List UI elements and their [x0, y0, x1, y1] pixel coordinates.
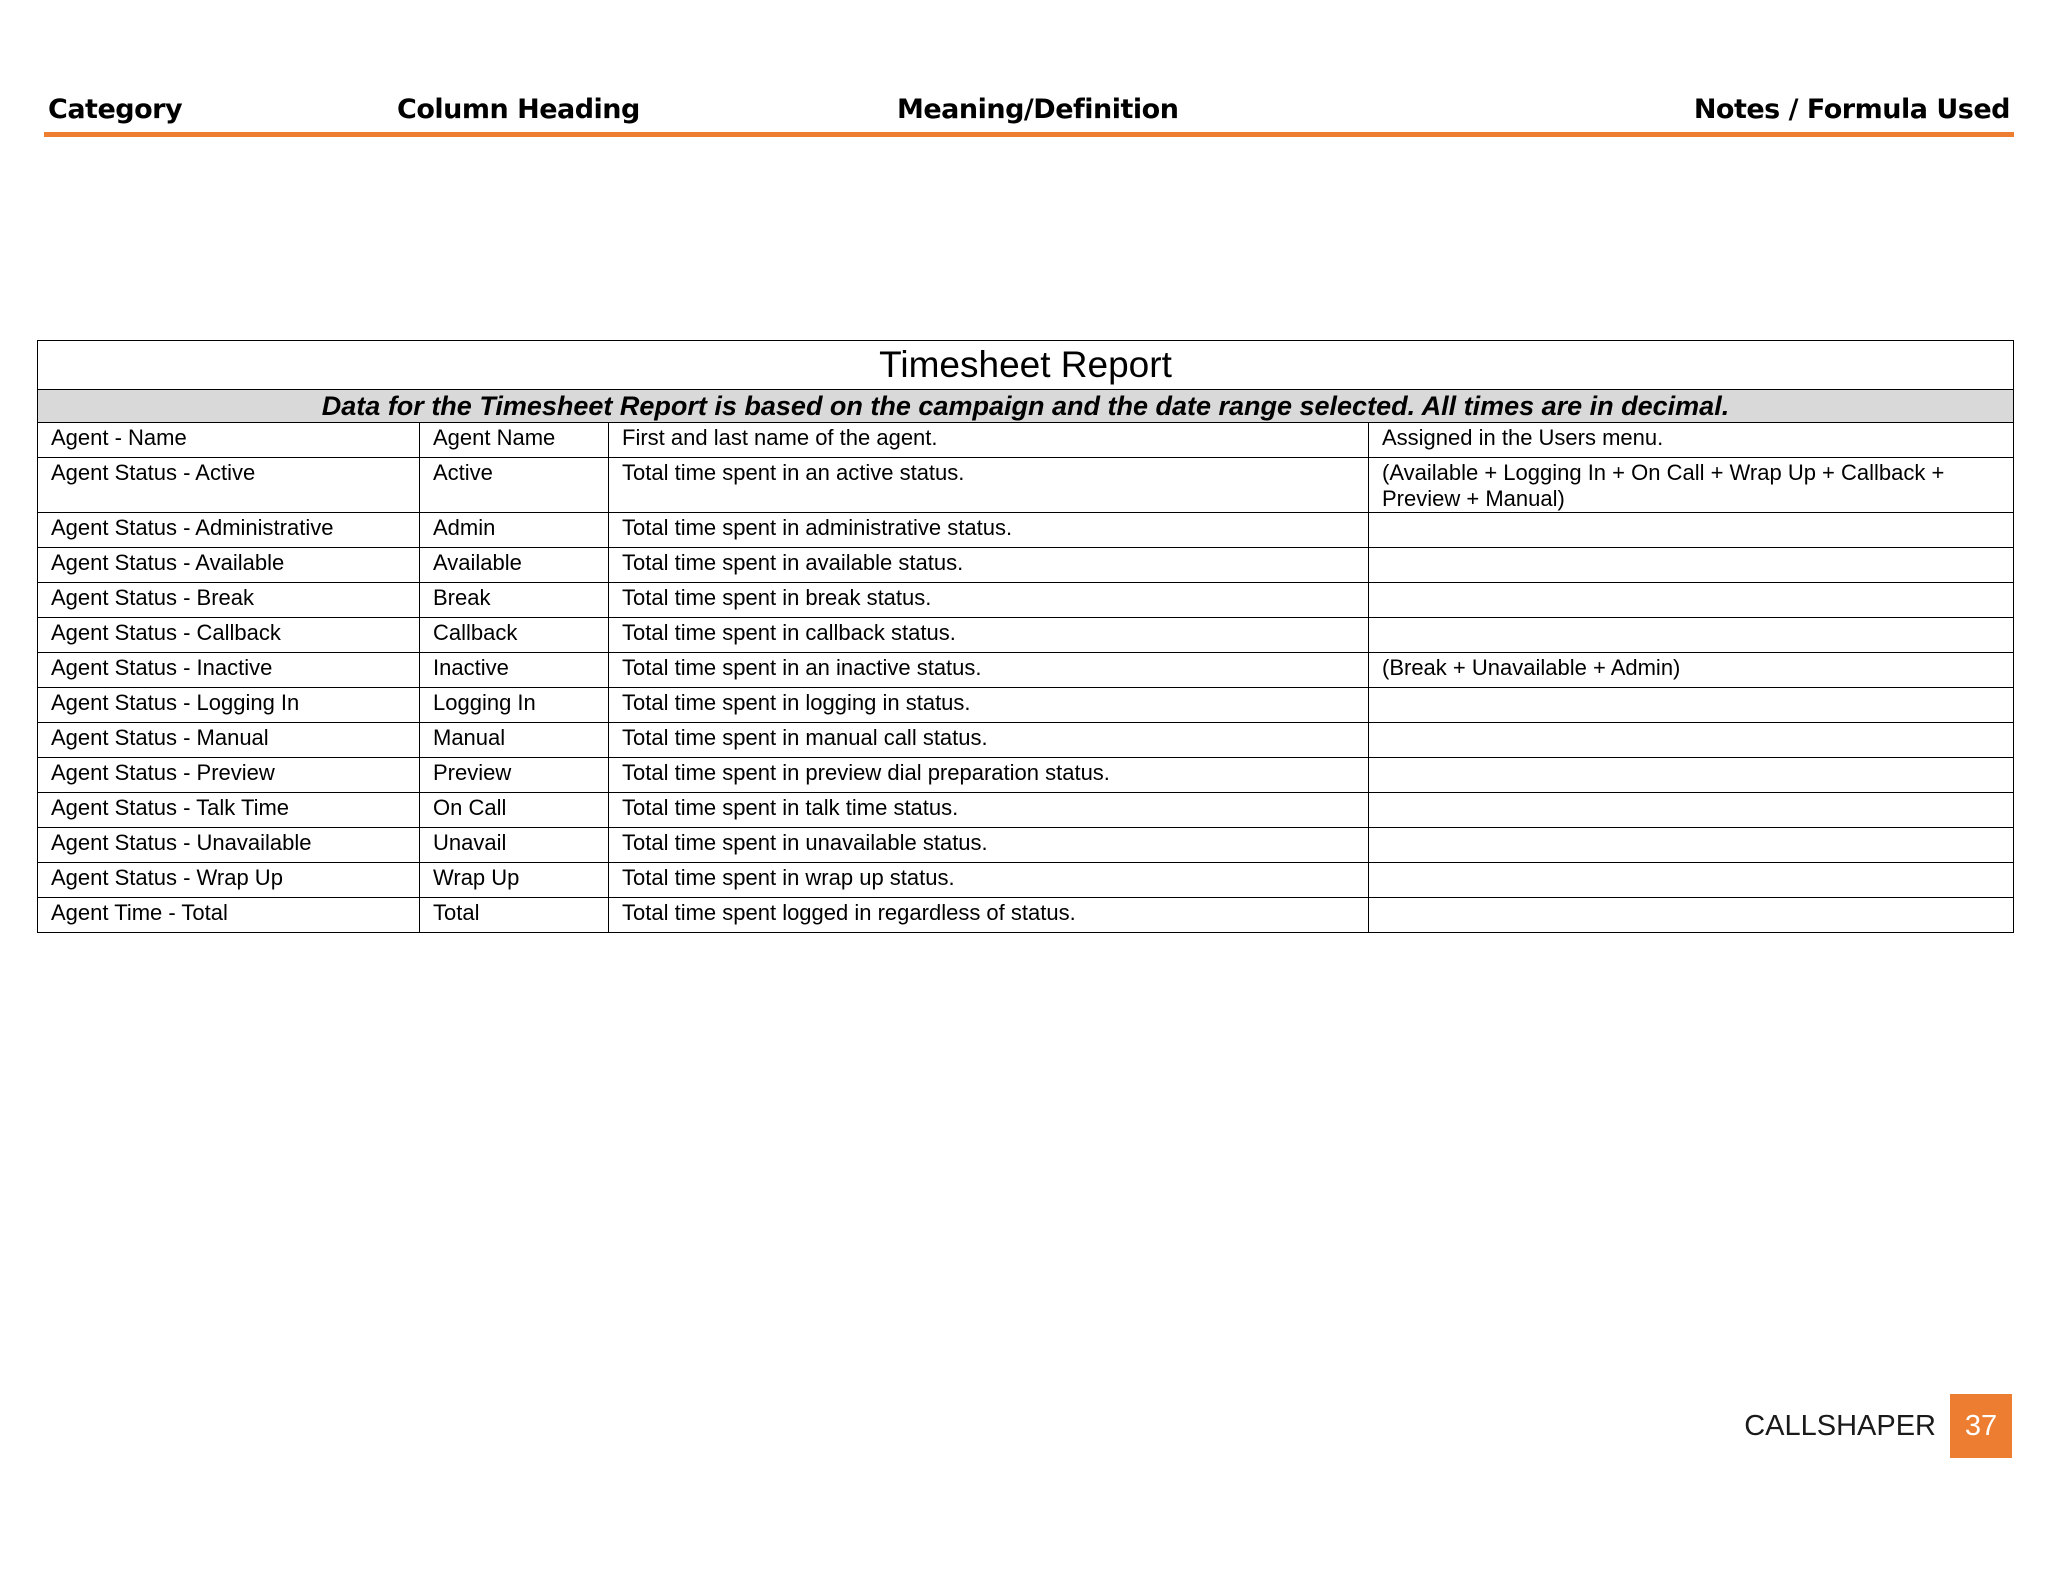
row-category-cell: Agent Status - Preview	[38, 758, 420, 793]
row-category-cell: Agent Status - Administrative	[38, 513, 420, 548]
report-title: Timesheet Report	[38, 341, 2014, 390]
row-column-heading-cell: Callback	[420, 618, 609, 653]
row-meaning-cell: Total time spent in logging in status.	[609, 688, 1369, 723]
table-row	[38, 898, 2014, 933]
row-column-heading-cell: Total	[420, 898, 609, 933]
report-subtitle-row	[38, 390, 2014, 423]
table-row	[38, 688, 2014, 723]
column-header-row	[46, 94, 2010, 130]
row-column-heading-cell: Inactive	[420, 653, 609, 688]
table-row	[38, 828, 2014, 863]
row-column-heading-cell: On Call	[420, 793, 609, 828]
table-row	[38, 458, 2014, 513]
row-meaning-cell: Total time spent in an inactive status.	[609, 653, 1369, 688]
row-notes-cell: (Available + Logging In + On Call + Wrap Up + Callback + Preview + Manual)	[1369, 458, 2014, 513]
row-category-cell: Agent - Name	[38, 423, 420, 458]
row-meaning-cell: Total time spent in manual call status.	[609, 723, 1369, 758]
header-divider	[44, 132, 2014, 137]
row-column-heading-cell: Admin	[420, 513, 609, 548]
row-notes-cell	[1369, 863, 2014, 898]
table-row	[38, 513, 2014, 548]
row-meaning-cell: Total time spent in available status.	[609, 548, 1369, 583]
row-notes-cell	[1369, 828, 2014, 863]
table-row	[38, 583, 2014, 618]
row-category-cell: Agent Status - Unavailable	[38, 828, 420, 863]
row-category-cell: Agent Status - Break	[38, 583, 420, 618]
header-category: Category	[48, 94, 183, 125]
table-row	[38, 723, 2014, 758]
row-notes-cell	[1369, 618, 2014, 653]
row-meaning-cell: Total time spent in callback status.	[609, 618, 1369, 653]
row-category-cell: Agent Status - Available	[38, 548, 420, 583]
row-meaning-cell: Total time spent in unavailable status.	[609, 828, 1369, 863]
row-column-heading-cell: Active	[420, 458, 609, 513]
row-column-heading-cell: Preview	[420, 758, 609, 793]
row-notes-cell	[1369, 793, 2014, 828]
row-notes-cell: (Break + Unavailable + Admin)	[1369, 653, 2014, 688]
row-notes-cell	[1369, 723, 2014, 758]
table-row	[38, 793, 2014, 828]
table-row	[38, 548, 2014, 583]
row-category-cell: Agent Time - Total	[38, 898, 420, 933]
row-column-heading-cell: Manual	[420, 723, 609, 758]
footer-brand: CALLSHAPER	[1744, 1409, 1936, 1442]
row-category-cell: Agent Status - Inactive	[38, 653, 420, 688]
row-notes-cell	[1369, 758, 2014, 793]
row-notes-cell	[1369, 583, 2014, 618]
table-row	[38, 653, 2014, 688]
table-row	[38, 758, 2014, 793]
row-meaning-cell: Total time spent in talk time status.	[609, 793, 1369, 828]
row-notes-cell	[1369, 688, 2014, 723]
header-notes-formula: Notes / Formula Used	[1693, 94, 2010, 125]
row-column-heading-cell: Break	[420, 583, 609, 618]
row-meaning-cell: Total time spent in an active status.	[609, 458, 1369, 513]
row-column-heading-cell: Available	[420, 548, 609, 583]
report-subtitle: Data for the Timesheet Report is based on the campaign and the date range selected. All times are in decimal.	[38, 390, 2014, 423]
row-category-cell: Agent Status - Talk Time	[38, 793, 420, 828]
row-meaning-cell: Total time spent in break status.	[609, 583, 1369, 618]
table-row	[38, 618, 2014, 653]
page-footer	[1744, 1394, 2012, 1458]
row-category-cell: Agent Status - Wrap Up	[38, 863, 420, 898]
header-column-heading: Column Heading	[397, 94, 640, 125]
row-column-heading-cell: Unavail	[420, 828, 609, 863]
row-meaning-cell: Total time spent in administrative status.	[609, 513, 1369, 548]
row-category-cell: Agent Status - Active	[38, 458, 420, 513]
row-notes-cell	[1369, 548, 2014, 583]
row-category-cell: Agent Status - Manual	[38, 723, 420, 758]
row-meaning-cell: Total time spent in preview dial preparation status.	[609, 758, 1369, 793]
table-row	[38, 863, 2014, 898]
row-category-cell: Agent Status - Callback	[38, 618, 420, 653]
header-meaning-definition: Meaning/Definition	[897, 94, 1179, 125]
row-column-heading-cell: Logging In	[420, 688, 609, 723]
row-notes-cell	[1369, 898, 2014, 933]
row-category-cell: Agent Status - Logging In	[38, 688, 420, 723]
row-meaning-cell: Total time spent logged in regardless of status.	[609, 898, 1369, 933]
table-row	[38, 423, 2014, 458]
row-notes-cell	[1369, 513, 2014, 548]
row-column-heading-cell: Wrap Up	[420, 863, 609, 898]
row-notes-cell: Assigned in the Users menu.	[1369, 423, 2014, 458]
row-meaning-cell: First and last name of the agent.	[609, 423, 1369, 458]
row-meaning-cell: Total time spent in wrap up status.	[609, 863, 1369, 898]
page-number-badge: 37	[1950, 1394, 2012, 1458]
report-title-row	[38, 341, 2014, 390]
timesheet-report-table	[37, 340, 2014, 933]
row-column-heading-cell: Agent Name	[420, 423, 609, 458]
